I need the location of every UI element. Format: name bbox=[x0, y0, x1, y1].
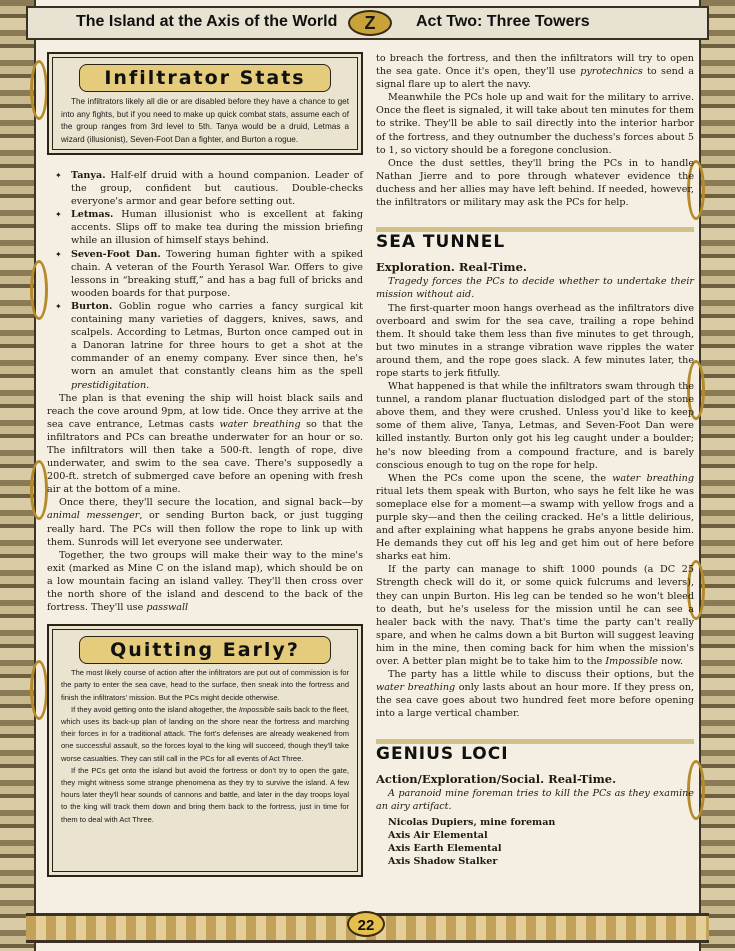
list-item: Axis Air Elemental bbox=[388, 829, 488, 841]
infiltrator-stats-box bbox=[47, 52, 363, 155]
quitting-p2: If they avoid getting onto the island altogether, the Impossible sails back to the fleet, which uses its back-up plan of landing on the shore near the fortress and marching their forces in for a traditional attack. The fort's defenses are already weakened from one successful assault, so the forces loyal to the king will succeed, though they'll take worse casualties. They can still call in the PCs for all events of Act Three. bbox=[61, 704, 349, 763]
left-scrollwork bbox=[30, 20, 48, 931]
right-column bbox=[376, 52, 694, 868]
sea-tunnel-subheading: Exploration. Real-Time. bbox=[376, 260, 527, 275]
book-title: The Island at the Axis of the World bbox=[76, 13, 338, 30]
list-item: ✦ Letmas. Human illusionist who is excellent at faking accents. Slips off to make tea during the mission briefing while an illusion of himself stays behind. bbox=[47, 208, 363, 247]
military-paragraph: Meanwhile the PCs hole up and wait for the military to arrive. Once the fleet is signaled, it will take about ten minutes for them to strike. They'll be able to sail directly into the interior harbor of the fortress, and they outnumber the duchess's forces about 5 to 1, so victory should be a foregone conclusion. bbox=[376, 92, 694, 156]
quitting-early-title: Quitting Early? bbox=[79, 636, 331, 664]
page-header bbox=[26, 6, 709, 40]
page-number: 22 bbox=[347, 911, 385, 937]
signal-paragraph: Once there, they'll secure the location, and signal back—by animal messenger, or sending Burton back, or just tugging really hard. The PCs will then follow the rope to link up with them. Sunrods will let everyone see underwater. bbox=[47, 497, 363, 548]
character-list bbox=[47, 169, 363, 392]
list-item: Nicolas Dupiers, mine foreman bbox=[388, 816, 556, 828]
infiltrator-stats-text: The infiltrators likely all die or are disabled before they have a chance to get into any fights, but if you need to make up quick combat stats, assume each of the group ranges from 3rd level to 5th. Tanya would be a druid, Letmas a wizard (illusionist), Seven-Foot Dan a fighter, and Burton a rogue. bbox=[61, 97, 349, 144]
sea-tunnel-p3: When the PCs come upon the scene, the water breathing ritual lets them speak with Burton, who says he felt like he was someplace else for a moment—a swamp with yellow frogs and a purple sky—and then the ceiling cracked. He's a little delirious, and after explaining what happens he grabs anyone beside him. He demands they cut off his leg and get him out of here before sharks eat him. bbox=[376, 472, 694, 563]
left-column bbox=[47, 52, 363, 877]
quitting-p3: If the PCs get onto the island but avoid the fortress or don't try to open the gate, they might witness some strange phenomena as they try to survive the island. A few hours later they'll hear sounds of cannons and battle, and later in the day troops loyal to the king will track them down and bring them back to the fortress, just in time for them to deal with Act Three. bbox=[61, 765, 349, 824]
chapter-title: Act Two: Three Towers bbox=[416, 13, 590, 30]
sea-tunnel-heading: SEA TUNNEL bbox=[376, 227, 694, 249]
quitting-p1: The most likely course of action after the infiltrators are put out of commission is for the party to enter the sea cave, head to the surface, then sneak into the fortress and finish the infiltrators' mission. But the PCs might decide otherwise. bbox=[61, 668, 349, 702]
sea-tunnel-p5: The party has a little while to discuss their options, but the water breathing only lasts about an hour more. If they press on, the sea cave goes about two hundred feet more before opening into a large vertical chamber. bbox=[376, 669, 694, 720]
genius-loci-subheading: Action/Exploration/Social. Real-Time. bbox=[376, 771, 617, 786]
breach-paragraph: to breach the fortress, and then the infiltrators will try to open the sea gate. Once it's open, they'll use pyrotechnics to send a signal flare up to alert the navy. bbox=[376, 53, 695, 91]
z-logo: Z bbox=[348, 10, 392, 36]
list-item: ✦ Seven-Foot Dan. Towering human fighter with a spiked chain. A veteran of the Fourth Yerasol War. Offers to give lessons in “breaking stuff,” and has a bag full of bricks and wooden boards for that purpose. bbox=[47, 248, 363, 300]
sea-tunnel-p2: What happened is that while the infiltrators swam through the tunnel, a random planar fluctuation dislodged part of the stone above them, and they were crushed. Unless you'd like to keep some of them alive, Tanya, Letmas, and Seven-Foot Dan were killed instantly. Burton only got his leg caught under a boulder; he's now bleeding from a compound fracture, and is barely conscious enough to tug on the rope for help. bbox=[376, 381, 694, 471]
plan-paragraph: The plan is that evening the ship will hoist black sails and reach the cove around 9pm, at low tide. Once they arrive at the sea cave entrance, Letmas casts water breathing so that the infiltrators and PCs can breathe underwater for an hour or so. The infiltrators will then take a 500-ft. length of rope, dive underwater, and swim to the sea cave. There's supposedly a 200-ft. stretch of submerged cave before an opening with fresh air at the bottom of a mine. bbox=[47, 392, 364, 496]
genius-loci-heading: GENIUS LOCI bbox=[376, 739, 694, 761]
sea-tunnel-p4: If the party can manage to shift 1000 pounds (a DC 25 Strength check will do it, or some quick fulcrums and levers), they can unpin Burton. His leg can be tended so he won't bleed to death, but he's useless for the mission until he can see a healer back with the navy. That's time the party can't really spare, and when he calms down a bit Burton will suggest leaving him in the mine, then coming back for him when the mission's over. A better plan might be to take him to the Impossible now. bbox=[376, 564, 694, 668]
genius-loci-tagline: A paranoid mine foreman tries to kill the PCs as they examine an airy artifact. bbox=[376, 787, 694, 812]
list-item: ✦ Tanya. Half-elf druid with a hound companion. Leader of the group, confident but cautious. Double-checks everyone's armor and gear before setting out. bbox=[47, 169, 363, 208]
dust-settles-paragraph: Once the dust settles, they'll bring the PCs in to handle Nathan Jierre and to pore through whatever evidence the duchess and her allies may have left behind. If needed, however, the infiltrators or military may ask the PCs for help. bbox=[376, 157, 694, 209]
sea-tunnel-tagline: Tragedy forces the PCs to decide whether to undertake their mission without aid. bbox=[376, 276, 694, 301]
quitting-early-box bbox=[47, 624, 363, 877]
genius-loci-stat-list bbox=[376, 816, 694, 868]
mine-exit-paragraph: Together, the two groups will make their way to the mine's exit (marked as Mine C on the island map), which should be on a low mountain facing an island valley. They'll then cross over the north shore of the island and descend to the back of the fortress. They'll use passwall bbox=[47, 549, 363, 614]
infiltrator-stats-title: Infiltrator Stats bbox=[79, 64, 331, 92]
list-item: ✦ Burton. Goblin rogue who carries a fancy surgical kit containing many varieties of daggers, knives, saws, and scalpels. According to Letmas, Burton once camped out in a Danoran latrine for three hours to get a shot at the commander of an enemy company. Ever since then, he's worn an amulet that constantly cleans him as the spell prestidigitation. bbox=[47, 300, 363, 392]
list-item: Axis Shadow Stalker bbox=[388, 856, 498, 868]
list-item: Axis Earth Elemental bbox=[388, 843, 502, 855]
sea-tunnel-p1: The first-quarter moon hangs overhead as the infiltrators dive overboard and swim for the sea cave, trailing a rope behind them. It should take them less than five minutes to get through, but two minutes in a strange vibration wave ripples the water around them, and the rope goes slack. A few minutes later, the rope starts to jerk fitfully. bbox=[376, 302, 694, 379]
